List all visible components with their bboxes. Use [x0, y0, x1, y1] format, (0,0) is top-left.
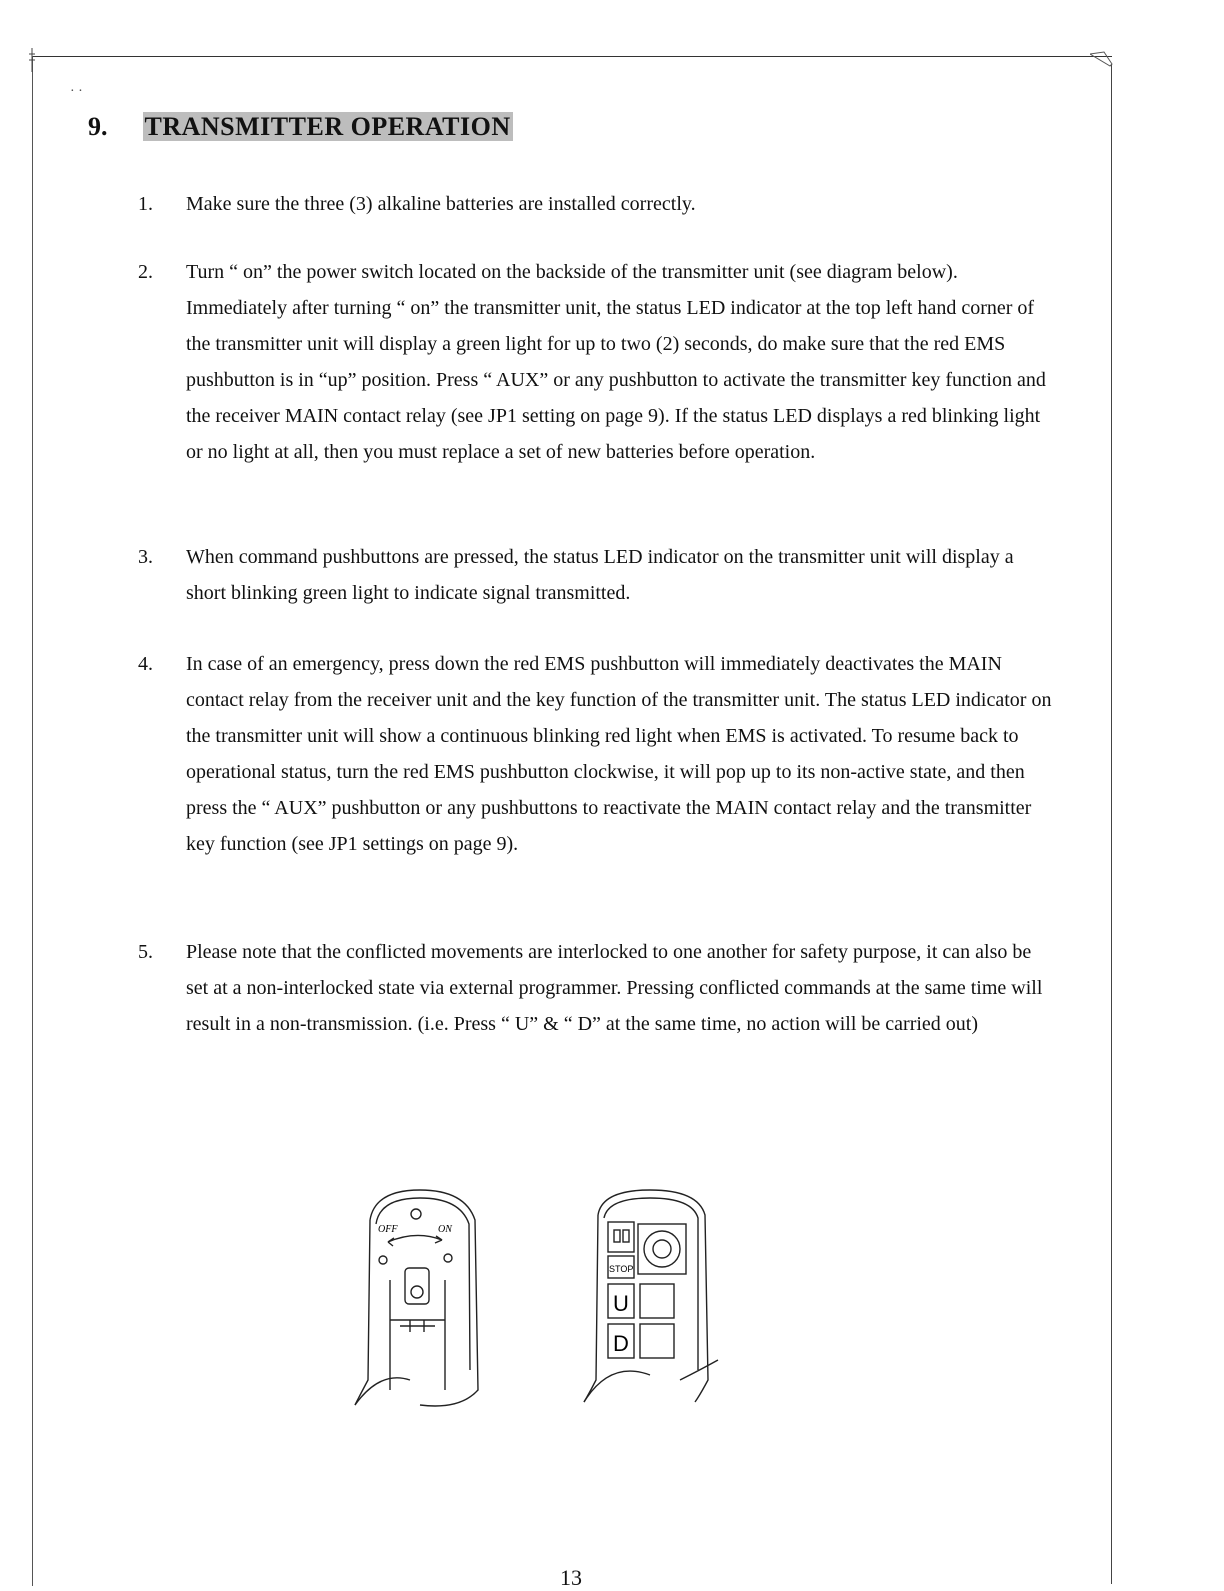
- list-item-number: 3.: [138, 546, 153, 568]
- section-title: TRANSMITTER OPERATION: [144, 112, 511, 141]
- list-item-text: In case of an emergency, press down the red EMS pushbutton will immediately deactivates the MAIN contact relay from the receiver unit and the key function of the transmitter unit. The status LED indicator on the transmitter unit will show a continuous blinking red light when EMS is activated. To resume back to operational status, turn the red EMS pushbutton clockwise, it will pop up to its non-active state, and then press the “ AUX” pushbutton or any pushbuttons to reactivate the MAIN contact relay and the transmitter key function (see JP1 settings on page 9).: [186, 653, 1052, 855]
- page-number: 13: [560, 1565, 582, 1590]
- scan-dots: · ·: [70, 84, 83, 99]
- off-label: OFF: [378, 1224, 398, 1235]
- list-item-number: 5.: [138, 941, 153, 963]
- transmitter-diagram: [350, 1180, 730, 1410]
- page-corner-fold-icon: [1090, 50, 1114, 68]
- list-item-number: 2.: [138, 261, 153, 283]
- list-item-text: Turn “ on” the power switch located on the backside of the transmitter unit (see diagram below). Immediately after turning “ on” the transmitter unit, the status LED indicator at the top left hand corner of the transmitter unit will display a green light for up to two (2) seconds, do make sure that the red EMS pushbutton is in “up” position. Press “ AUX” or any pushbutton to activate the transmitter key function and the receiver MAIN contact relay (see JP1 setting on page 9). If the status LED displays a red blinking light or no light at all, then you must replace a set of new batteries before operation.: [186, 261, 1046, 463]
- list-item-text: Make sure the three (3) alkaline batteries are installed correctly.: [186, 193, 696, 215]
- down-label: D: [613, 1331, 629, 1356]
- page-frame-right: [1111, 64, 1112, 1584]
- list-item-number: 4.: [138, 653, 153, 675]
- on-label: ON: [438, 1224, 452, 1235]
- section-number: 9.: [88, 112, 108, 141]
- up-label: U: [613, 1291, 629, 1316]
- list-item-text: When command pushbuttons are pressed, the status LED indicator on the transmitter unit will display a short blinking green light to indicate signal transmitted.: [186, 546, 1014, 604]
- binding-mark-icon: [28, 46, 38, 76]
- page-frame-left: [32, 56, 33, 1586]
- list-item-number: 1.: [138, 193, 153, 215]
- section-heading: [88, 112, 513, 142]
- transmitter-front-view: [584, 1190, 718, 1402]
- list-item-text: Please note that the conflicted movements are interlocked to one another for safety purpose, it can also be set at a non-interlocked state via external programmer. Pressing conflicted commands at the same time will result in a non-transmission. (i.e. Press “ U” & “ D” at the same time, no action will be carried out): [186, 941, 1043, 1035]
- transmitter-back-view: [355, 1190, 478, 1406]
- stop-label: STOP: [609, 1264, 634, 1274]
- page-frame-top: [32, 56, 1112, 57]
